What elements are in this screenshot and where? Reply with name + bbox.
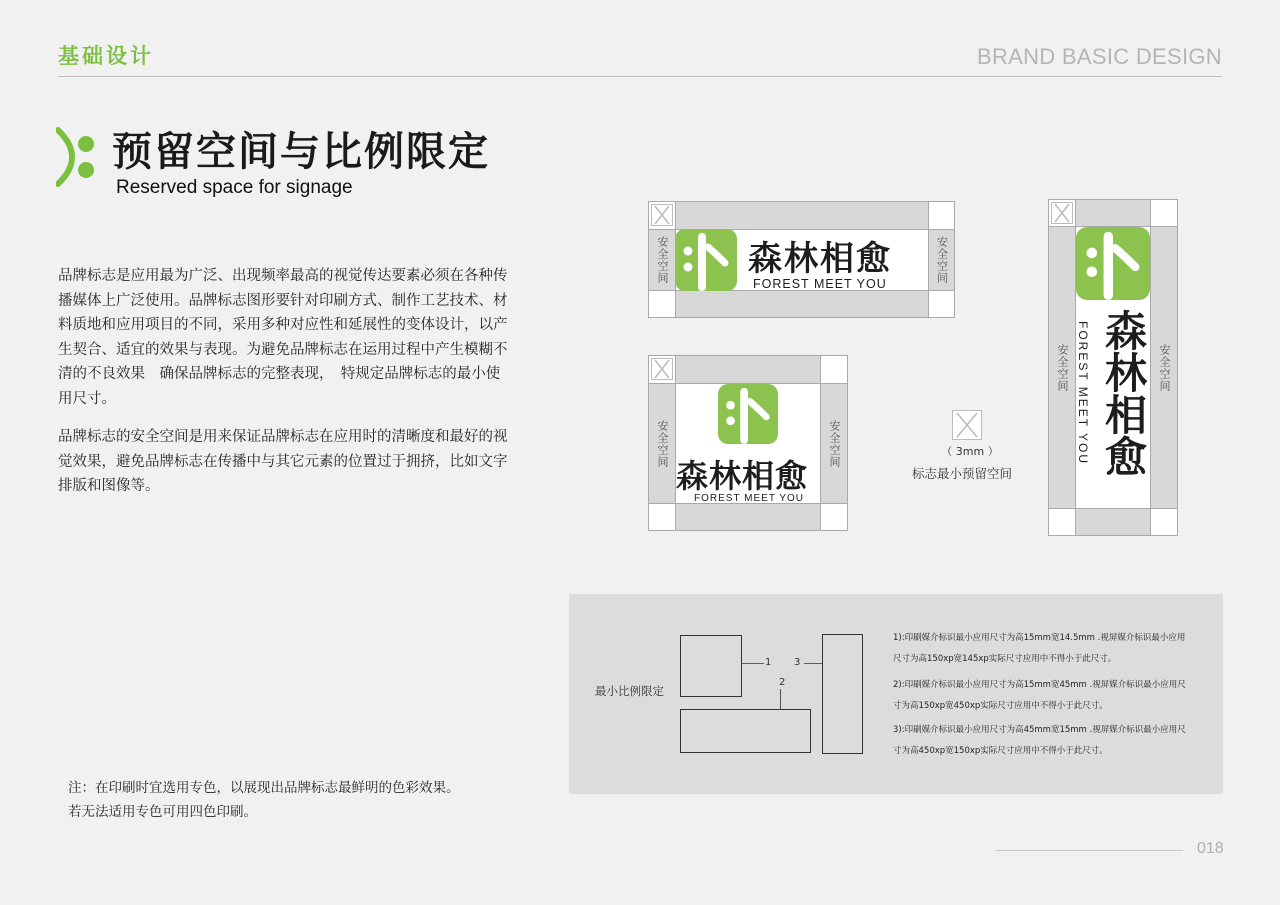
- corner-cell: [1150, 508, 1178, 536]
- horizontal-logo-safe-zone: [648, 201, 955, 318]
- corner-cell: [648, 290, 676, 318]
- top-safe-band: [1075, 199, 1151, 227]
- min-ratio-label: 最小比例限定: [595, 684, 664, 698]
- x-unit-label: （ 3mm ）: [941, 445, 999, 458]
- right-safe-band: 安全空间: [928, 229, 955, 291]
- right-safe-band: 安全空间: [820, 383, 848, 504]
- vertical-logo-safe-zone: [1048, 199, 1178, 536]
- logo-wordmark-zh: 森林相愈: [1099, 309, 1148, 477]
- top-safe-band: [675, 355, 821, 384]
- footer-divider: [995, 850, 1183, 851]
- safe-space-paragraph: 品牌标志的安全空间是用来保证品牌标志在应用时的清晰度和最好的视觉效果，避免品牌标志在传播中与其它元素的位置过于拥挤，比如文字排版和图像等。: [58, 429, 508, 494]
- tree-glyph-icon: [718, 384, 778, 444]
- size-rule-2: 2):印刷媒介标识最小应用尺寸为高15mm宽45mm .视屏媒介标识最小应用尺寸为高150xp宽450xp实际尺寸应用中不得小于此尺寸。: [893, 680, 1186, 711]
- marker-2: 2: [779, 677, 786, 688]
- left-safe-band: 安全空间: [648, 383, 676, 504]
- x-box-icon: [1051, 202, 1073, 224]
- right-safe-band: 安全空间: [1150, 226, 1178, 509]
- corner-cell: [1048, 508, 1076, 536]
- logo-wordmark-en: FOREST MEET YOU: [753, 277, 887, 291]
- min-space-label: 标志最小预留空间: [912, 466, 1013, 481]
- section-title: 基础设计: [58, 44, 154, 68]
- top-safe-band: [675, 201, 929, 230]
- logo-mark: [718, 384, 778, 444]
- logo-wordmark-en: FOREST MEET YOU: [1076, 321, 1090, 466]
- bottom-safe-band: [675, 290, 929, 318]
- section-mark-icon: [56, 126, 98, 188]
- bottom-safe-band: [1075, 508, 1151, 536]
- print-note: 注：在印刷时宜选用专色，以展现出品牌标志最鲜明的色彩效果。若无法适用专色可用四色印刷。: [68, 780, 460, 820]
- tree-glyph-icon: [1076, 227, 1150, 300]
- page-subtitle: Reserved space for signage: [116, 177, 353, 198]
- brand-label: BRAND BASIC DESIGN: [976, 44, 1222, 69]
- corner-cell: [1150, 199, 1178, 227]
- corner-cell: [820, 503, 848, 531]
- tree-glyph-icon: [675, 229, 737, 291]
- logo-mark: [1076, 227, 1150, 300]
- left-safe-band: 安全空间: [1048, 226, 1076, 509]
- x-box-icon: [651, 204, 673, 226]
- logo-mark: [675, 229, 737, 291]
- stacked-logo-safe-zone: [648, 355, 848, 531]
- corner-cell: [928, 290, 955, 318]
- x-box-icon: [651, 358, 673, 380]
- header-divider: [58, 76, 1222, 77]
- left-safe-band: 安全空间: [648, 229, 676, 291]
- min-ratio-diagram: [680, 634, 865, 756]
- size-rule-1: 1):印刷媒介标识最小应用尺寸为高15mm宽14.5mm .视屏媒介标识最小应用尺寸为高150xp宽145xp实际尺寸应用中不得小于此尺寸。: [893, 633, 1186, 664]
- marker-1: 1: [765, 657, 772, 668]
- page-number: 018: [1197, 840, 1224, 857]
- corner-cell: [820, 355, 848, 384]
- size-rule-3: 3):印刷媒介标识最小应用尺寸为高45mm宽15mm .视屏媒介标识最小应用尺寸为高450xp宽150xp实际尺寸应用中不得小于此尺寸。: [893, 725, 1186, 756]
- logo-wordmark-zh: 森林相愈: [748, 239, 892, 279]
- page-title: 预留空间与比例限定: [112, 129, 490, 175]
- marker-3: 3: [794, 657, 801, 668]
- ratio-box-1: [681, 636, 742, 697]
- bottom-safe-band: [675, 503, 821, 531]
- intro-paragraph: 品牌标志是应用最为广泛、出现频率最高的视觉传达要素必须在各种传播媒体上广泛使用。品牌标志图形要针对印刷方式、制作工艺技术、材料质地和应用项目的不同，采用多种对应性和延展性的变体设计，以产生契合、适宜的效果与表现。为避免品牌标志在运用过程中产生模糊不清的不良效果 确保品牌标志的完整表现， 特规定品牌标志的最小使用尺寸。: [58, 268, 508, 407]
- ratio-box-3: [823, 635, 863, 754]
- corner-cell: [928, 201, 955, 230]
- x-box-icon: [952, 410, 982, 440]
- corner-cell: [648, 503, 676, 531]
- ratio-box-2: [681, 710, 811, 753]
- logo-wordmark-en: FOREST MEET YOU: [694, 493, 805, 504]
- logo-wordmark-zh: 森林相愈: [676, 457, 809, 495]
